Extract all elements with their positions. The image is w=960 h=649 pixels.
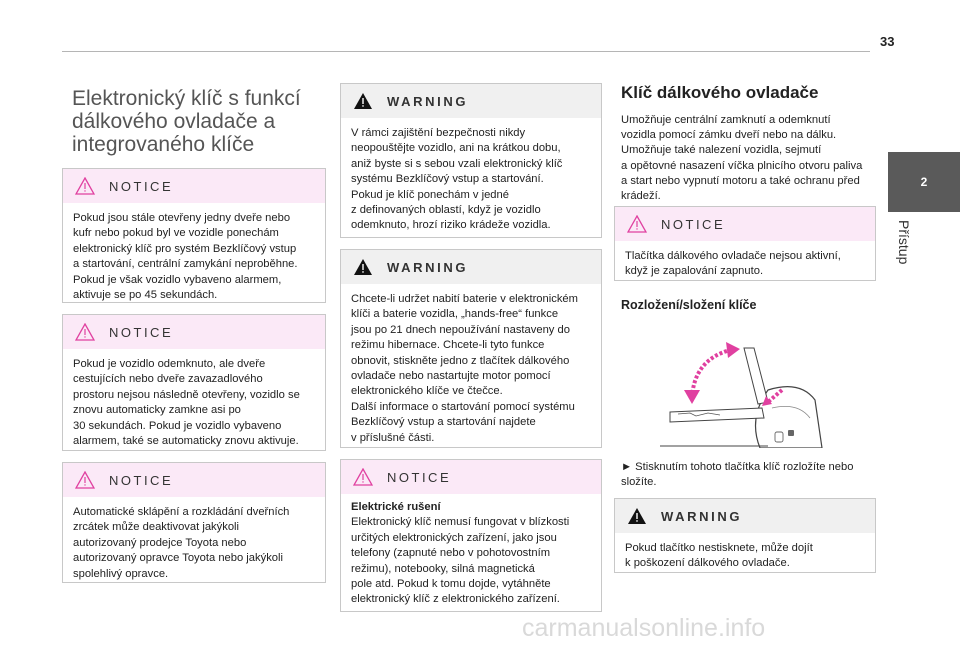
- notice-box: [62, 314, 326, 451]
- notice-header: [341, 460, 601, 494]
- notice-box: [340, 459, 602, 612]
- warning-box: [614, 498, 876, 573]
- section-title: Elektronický klíč s funkcí dálkového ovladače a integrovaného klíče: [72, 87, 301, 156]
- notice-header: [63, 315, 325, 349]
- notice-text: Pokud je vozidlo odemknuto, ale dveře cestujících nebo dveře zavazadlového prostoru nejsou následně otevřeny, vozidlo se znovu automaticky zamkne asi po 30 sekundách. Pokud je vozidlo vybaveno alarmem, také se automaticky znovu aktivuje.: [73, 358, 300, 448]
- warning-box: [340, 249, 602, 448]
- warning-triangle-icon: [75, 323, 95, 341]
- notice-box: [62, 462, 326, 583]
- warning-header: [341, 84, 601, 118]
- warning-box: [340, 83, 602, 238]
- notice-body: [341, 494, 601, 616]
- warning-text: Pokud tlačítko nestisknete, může dojít k poškození dálkového ovladače.: [625, 542, 813, 570]
- warning-triangle-icon: [353, 92, 373, 110]
- warning-triangle-icon: [353, 258, 373, 276]
- notice-box: [614, 206, 876, 281]
- header-divider: [62, 51, 870, 52]
- warning-header: [341, 250, 601, 284]
- key-fold-instruction: ► Stisknutím tohoto tlačítka klíč rozložíte nebo složíte.: [621, 461, 854, 489]
- notice-heading: NOTICE: [387, 469, 452, 485]
- warning-heading: WARNING: [387, 93, 469, 109]
- chapter-number: 2: [920, 175, 928, 189]
- notice-header: [63, 463, 325, 497]
- notice-subheading: Elektrické rušení: [351, 501, 441, 513]
- key-intro-text: Umožňuje centrální zamknutí a odemknutí vozidla pomocí zámku dveří nebo na dálku. Umožňuje také nalezení vozidla, sejmutí a opětovné nasazení víčka plnicího otvoru paliva a start nebo vypnutí motoru a také ochranu před krádeží.: [621, 114, 863, 203]
- warning-triangle-icon: [627, 215, 647, 233]
- warning-heading: WARNING: [387, 259, 469, 275]
- notice-heading: NOTICE: [109, 472, 174, 488]
- key-fold-subtitle: Rozložení/složení klíče: [621, 298, 757, 312]
- warning-triangle-icon: [353, 468, 373, 486]
- notice-box: [62, 168, 326, 303]
- warning-triangle-icon: [75, 471, 95, 489]
- notice-header: [615, 207, 875, 241]
- notice-heading: NOTICE: [661, 216, 726, 232]
- notice-heading: NOTICE: [109, 324, 174, 340]
- notice-text: Tlačítka dálkového ovladače nejsou aktivní, když je zapalování zapnuto.: [625, 250, 841, 278]
- notice-text: Pokud jsou stále otevřeny jedny dveře nebo kufr nebo pokud byl ve vozidle ponechám elektronický klíč pro systém Bezklíčový vstup a startování, centrální zamykání neproběhne. Pokud je však vozidlo vybaveno alarmem, aktivuje se po 45 sekundách.: [73, 212, 298, 302]
- notice-header: [63, 169, 325, 203]
- notice-text: Elektronický klíč nemusí fungovat v blízkosti určitých elektronických zařízení, jako jsou telefony (zapnuté nebo v pohotovostním režimu), notebooky, silná magnetická pole atd. Pokud k tomu dojde, vytáhněte elektronický klíč z elektronického zařízení.: [351, 516, 570, 606]
- warning-triangle-icon: [75, 177, 95, 195]
- notice-heading: NOTICE: [109, 178, 174, 194]
- warning-text: V rámci zajištění bezpečnosti nikdy neopouštějte vozidlo, ani na krátkou dobu, aniž byste si s sebou vzali elektronický klíč systému Bezklíčový vstup a startování. Pokud je klíč ponechám v jedné z definovaných oblastí, když je vozidlo odemknuto, hrozí riziko krádeže vozidla.: [351, 127, 563, 232]
- notice-text: Automatické sklápění a rozkládání dveřních zrcátek může deaktivovat jakýkoli autorizovaný prodejce Toyota nebo autorizovaný opravce Toyota nebo jakýkoli spolehlivý opravce.: [73, 506, 290, 580]
- warning-heading: WARNING: [661, 508, 743, 524]
- key-section-title: Klíč dálkového ovladače: [621, 83, 819, 102]
- warning-header: [615, 499, 875, 533]
- chapter-tab[interactable]: [888, 152, 960, 212]
- watermark: carmanualsonline.info: [522, 614, 766, 642]
- chapter-label: Přístup: [896, 220, 912, 265]
- key-fold-illustration: [650, 330, 830, 448]
- warning-triangle-icon: [627, 507, 647, 525]
- warning-text: Chcete-li udržet nabití baterie v elektronickém klíči a baterie vozidla, „hands-free“ funkce jsou po 21 dnech nepoužívání nastaveny do režimu hibernace. Chcete-li tyto funkce obnovit, stiskněte jedno z tlačítek dálkového ovladače nebo nastartujte motor pomocí elektronického klíče ve čtečce. Další informace o startování pomocí systému Bezklíčový vstup a startování najdete v příslušné části.: [351, 293, 578, 444]
- page-number: 33: [880, 34, 895, 49]
